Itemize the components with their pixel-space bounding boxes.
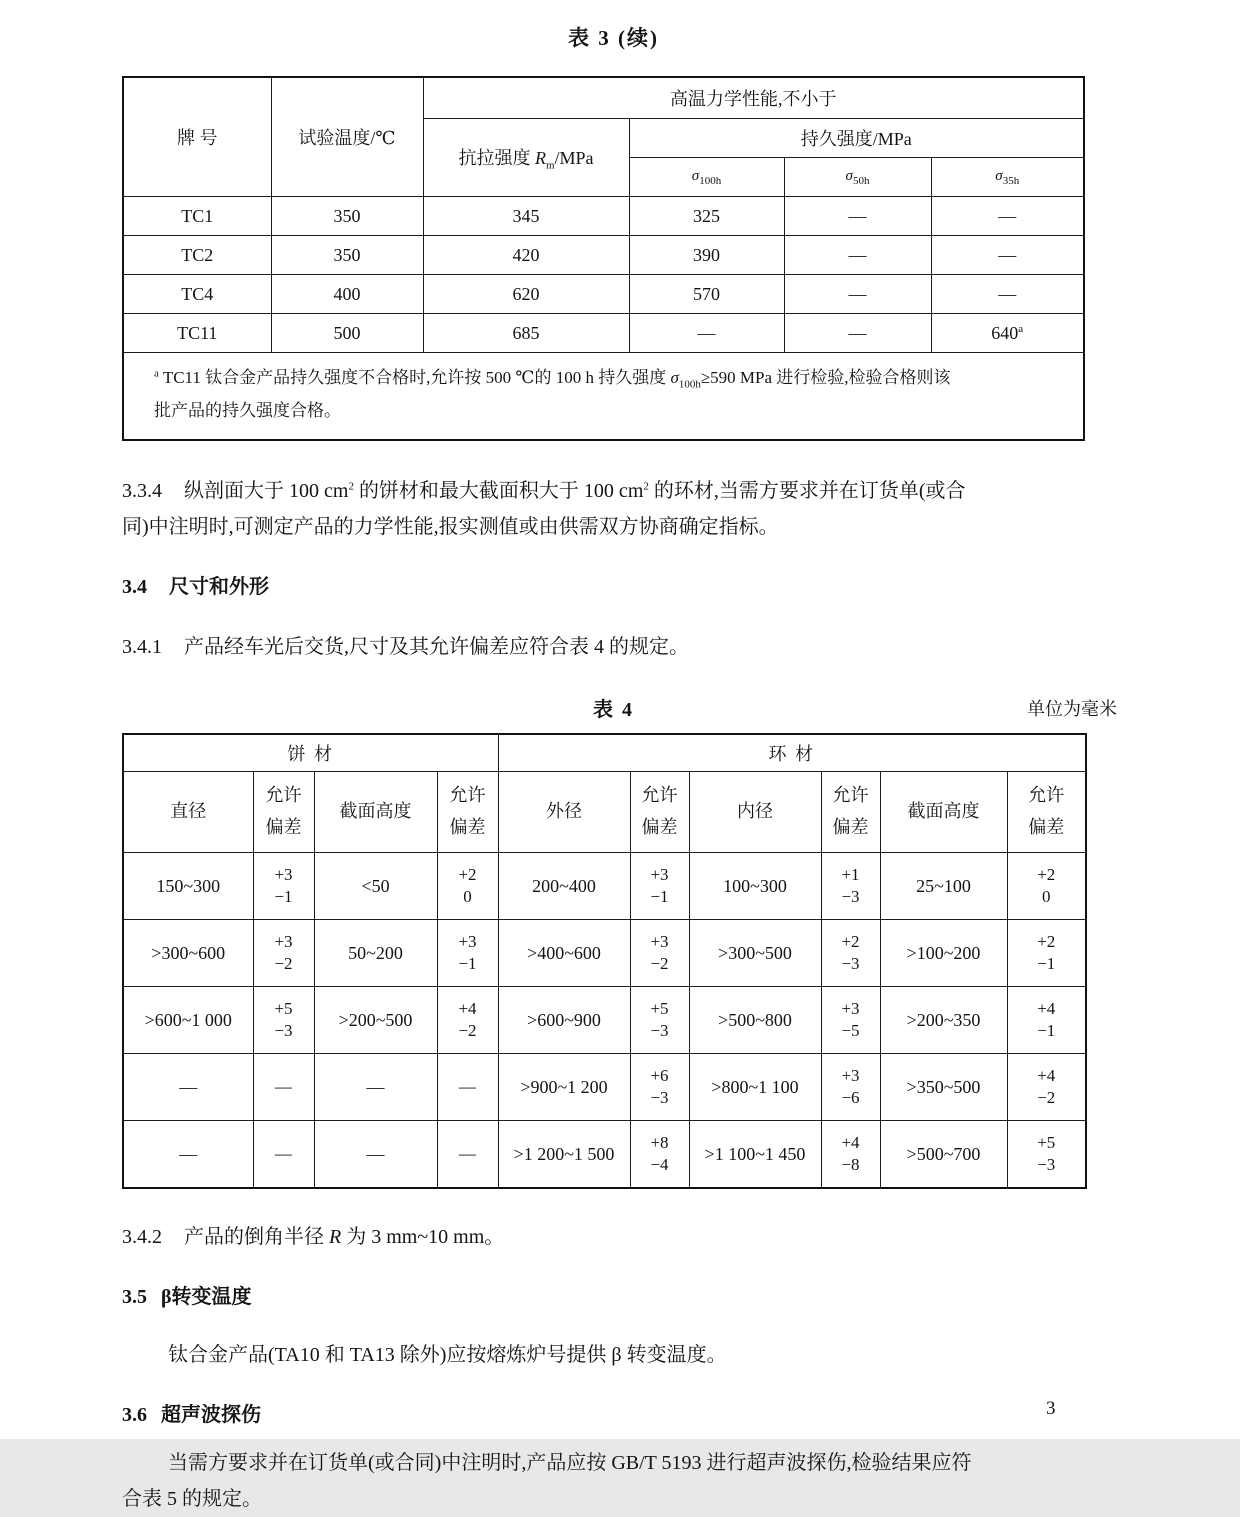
table4-row-3 — [123, 986, 1086, 1053]
footnote-text-line2: 批产品的持久强度合格。 — [154, 401, 341, 421]
footnote-text: ≥590 MPa 进行检验,检验合格则该 — [700, 368, 951, 387]
cell-range: >200~500 — [314, 986, 437, 1053]
table3-row-tc1 — [123, 197, 1084, 236]
cell-grade: TC11 — [123, 314, 271, 353]
cell-rm: 685 — [423, 314, 629, 353]
table4-title: 表 4 — [593, 698, 634, 721]
cell-range: — — [123, 1120, 253, 1188]
heading-3-6 — [122, 1397, 1105, 1433]
cell-tolerance: — — [253, 1053, 314, 1120]
table3-header-sigma-100h — [629, 158, 784, 197]
cell-range: >800~1 100 — [689, 1053, 821, 1120]
cell-range: 50~200 — [314, 919, 437, 986]
superscript-2: 2 — [348, 479, 354, 492]
col-header-tolerance: 允许 偏差 — [821, 771, 880, 852]
table3-row-tc11 — [123, 314, 1084, 353]
sigma-symbol: σ — [670, 368, 679, 387]
paragraph-text: 纵剖面大于 100 cm — [184, 479, 349, 502]
tensile-symbol: R — [534, 147, 546, 168]
col-header-tolerance: 允许 偏差 — [437, 771, 498, 852]
table3 — [122, 76, 1085, 441]
cell-tolerance: +3 −5 — [821, 986, 880, 1053]
cell-tolerance: +2 −1 — [1007, 919, 1086, 986]
cell-tolerance: +3 −1 — [630, 852, 689, 919]
cell-tolerance: +4 −1 — [1007, 986, 1086, 1053]
paragraph-3-4-1 — [122, 629, 1105, 665]
cell-tolerance: +1 −3 — [821, 852, 880, 919]
cell-range: 100~300 — [689, 852, 821, 919]
cell-range: >500~800 — [689, 986, 821, 1053]
superscript-2: 2 — [643, 479, 649, 492]
section-title: 超声波探伤 — [161, 1403, 261, 1426]
cell-tolerance: +3 −2 — [253, 919, 314, 986]
col-header-section-height: 截面高度 — [314, 771, 437, 852]
table3-footnote-row — [123, 353, 1084, 440]
cell-s100: 570 — [629, 275, 784, 314]
cell-tolerance: +3 −1 — [437, 919, 498, 986]
table4-row-5 — [123, 1120, 1086, 1188]
section-number: 3.3.4 — [122, 479, 162, 502]
paragraph-3-5-body — [122, 1337, 1105, 1373]
table4 — [122, 733, 1087, 1189]
paragraph-3-6-body — [122, 1445, 1105, 1517]
table3-header-row-1 — [123, 77, 1084, 119]
page-number: 3 — [1046, 1398, 1056, 1419]
paragraph-text-line2: 合表 5 的规定。 — [122, 1487, 262, 1510]
section-title: 尺寸和外形 — [169, 575, 269, 598]
cell-tolerance: +4 −2 — [437, 986, 498, 1053]
cell-range: >500~700 — [880, 1120, 1007, 1188]
table3-header-sigma-50h — [784, 158, 931, 197]
table4-row-4 — [123, 1053, 1086, 1120]
section-title: β转变温度 — [161, 1285, 252, 1308]
cell-s100: 325 — [629, 197, 784, 236]
footnote-marker: a — [154, 367, 159, 380]
paragraph-text: 的环材,当需方要求并在订货单(或合 — [648, 479, 966, 502]
table3-header-high-temp-group: 高温力学性能,不小于 — [423, 77, 1084, 119]
paragraph-text: 产品经车光后交货,尺寸及其允许偏差应符合表 4 的规定。 — [184, 635, 689, 658]
group-header-cake: 饼 材 — [123, 734, 498, 772]
cell-range: >1 200~1 500 — [498, 1120, 630, 1188]
paragraph-text-line2: 同)中注明时,可测定产品的力学性能,报实测值或由供需双方协商确定指标。 — [122, 515, 779, 538]
cell-tolerance: +2 −3 — [821, 919, 880, 986]
section-number: 3.4.2 — [122, 1225, 162, 1248]
cell-s35: — — [931, 236, 1084, 275]
paragraph-text: 产品的倒角半径 — [184, 1225, 329, 1248]
table3-header-grade: 牌 号 — [123, 77, 271, 197]
table3-row-tc4 — [123, 275, 1084, 314]
cell-tolerance: +3 −1 — [253, 852, 314, 919]
cell-rm: 420 — [423, 236, 629, 275]
cell-range: <50 — [314, 852, 437, 919]
paragraph-text: 的饼材和最大截面积大于 100 cm — [353, 479, 644, 502]
paragraph-3-4-2 — [122, 1219, 1105, 1255]
sigma-100h-sub: 100h — [699, 174, 722, 187]
cell-range: >100~200 — [880, 919, 1007, 986]
col-header-diameter: 直径 — [123, 771, 253, 852]
sigma-symbol: σ — [845, 167, 853, 184]
paragraph-text: 钛合金产品(TA10 和 TA13 除外)应按熔炼炉号提供 β 转变温度。 — [168, 1343, 727, 1366]
cell-s100: 390 — [629, 236, 784, 275]
col-header-tolerance: 允许 偏差 — [253, 771, 314, 852]
table4-unit-note: 单位为毫米 — [1027, 698, 1117, 719]
cell-s50: — — [784, 314, 931, 353]
table3-header-sigma-35h — [931, 158, 1084, 197]
cell-tolerance: +8 −4 — [630, 1120, 689, 1188]
cell-tolerance: +5 −3 — [1007, 1120, 1086, 1188]
cell-tolerance: +3 −6 — [821, 1053, 880, 1120]
s35-value: 640 — [991, 322, 1019, 343]
cell-tolerance: +2 0 — [1007, 852, 1086, 919]
radius-symbol: R — [329, 1225, 342, 1248]
col-header-inner-diameter: 内径 — [689, 771, 821, 852]
cell-s50: — — [784, 275, 931, 314]
table3-footnote — [123, 353, 1084, 440]
tensile-prefix: 抗拉强度 — [458, 147, 535, 168]
cell-range: >600~900 — [498, 986, 630, 1053]
sigma-symbol: σ — [691, 167, 700, 184]
table3-header-tensile — [423, 119, 629, 197]
table3-row-tc2 — [123, 236, 1084, 275]
col-header-tolerance: 允许 偏差 — [1007, 771, 1086, 852]
cell-tolerance: — — [437, 1053, 498, 1120]
heading-3-5 — [122, 1279, 1105, 1315]
table3-title: 表 3 (续) — [568, 26, 659, 50]
cell-temp: 350 — [271, 236, 423, 275]
cell-tolerance: +4 −2 — [1007, 1053, 1086, 1120]
cell-tolerance: +3 −2 — [630, 919, 689, 986]
cell-s50: — — [784, 236, 931, 275]
cell-range: — — [314, 1053, 437, 1120]
section-number: 3.5 — [122, 1285, 147, 1308]
section-number: 3.4.1 — [122, 635, 162, 658]
cell-tolerance: +2 0 — [437, 852, 498, 919]
cell-s50: — — [784, 197, 931, 236]
table4-group-header-row — [123, 734, 1086, 772]
cell-range: >200~350 — [880, 986, 1007, 1053]
cell-range: >400~600 — [498, 919, 630, 986]
cell-range: 25~100 — [880, 852, 1007, 919]
cell-range: >350~500 — [880, 1053, 1007, 1120]
sigma-100h-sub: 100h — [678, 378, 701, 391]
cell-tolerance: +5 −3 — [253, 986, 314, 1053]
table4-header-row — [123, 771, 1086, 852]
col-header-outer-diameter: 外径 — [498, 771, 630, 852]
cell-range: 200~400 — [498, 852, 630, 919]
col-header-section-height: 截面高度 — [880, 771, 1007, 852]
cell-tolerance: — — [253, 1120, 314, 1188]
cell-range: >900~1 200 — [498, 1053, 630, 1120]
cell-tolerance: — — [437, 1120, 498, 1188]
sigma-50h-sub: 50h — [852, 174, 870, 187]
cell-range: >1 100~1 450 — [689, 1120, 821, 1188]
paragraph-3-3-4 — [122, 473, 1105, 545]
cell-range: 150~300 — [123, 852, 253, 919]
cell-tolerance: +5 −3 — [630, 986, 689, 1053]
group-header-ring: 环 材 — [498, 734, 1086, 772]
cell-rm: 620 — [423, 275, 629, 314]
table4-row-2 — [123, 919, 1086, 986]
table3-header-endurance-group: 持久强度/MPa — [629, 119, 1084, 158]
cell-tolerance: +6 −3 — [630, 1053, 689, 1120]
footnote-text: TC11 钛合金产品持久强度不合格时,允许按 500 ℃的 100 h 持久强度 — [158, 368, 671, 387]
col-header-tolerance: 允许 偏差 — [630, 771, 689, 852]
table4-caption — [122, 693, 1117, 721]
cell-s35: — — [931, 197, 1084, 236]
cell-s35: — — [931, 275, 1084, 314]
s35-footnote-marker: a — [1018, 322, 1024, 335]
cell-tolerance: +4 −8 — [821, 1120, 880, 1188]
cell-s100: — — [629, 314, 784, 353]
cell-s35 — [931, 314, 1084, 353]
section-number: 3.6 — [122, 1403, 147, 1426]
cell-range: >300~600 — [123, 919, 253, 986]
paragraph-text: 为 3 mm~10 mm。 — [341, 1225, 505, 1248]
cell-temp: 400 — [271, 275, 423, 314]
cell-grade: TC2 — [123, 236, 271, 275]
cell-rm: 345 — [423, 197, 629, 236]
heading-3-4 — [122, 569, 1105, 605]
cell-temp: 350 — [271, 197, 423, 236]
sigma-35h-sub: 35h — [1002, 174, 1020, 187]
cell-temp: 500 — [271, 314, 423, 353]
table3-header-test-temperature: 试验温度/℃ — [271, 77, 423, 197]
cell-range: — — [314, 1120, 437, 1188]
table4-row-1 — [123, 852, 1086, 919]
cell-grade: TC4 — [123, 275, 271, 314]
tensile-suffix: /MPa — [554, 147, 594, 168]
sigma-symbol: σ — [995, 167, 1003, 184]
section-number: 3.4 — [122, 575, 147, 598]
cell-range: >600~1 000 — [123, 986, 253, 1053]
cell-grade: TC1 — [123, 197, 271, 236]
cell-range: >300~500 — [689, 919, 821, 986]
tensile-subscript: m — [545, 159, 555, 172]
paragraph-text: 当需方要求并在订货单(或合同)中注明时,产品应按 GB/T 5193 进行超声波探伤,检验结果应符 — [168, 1451, 972, 1474]
cell-range: — — [123, 1053, 253, 1120]
